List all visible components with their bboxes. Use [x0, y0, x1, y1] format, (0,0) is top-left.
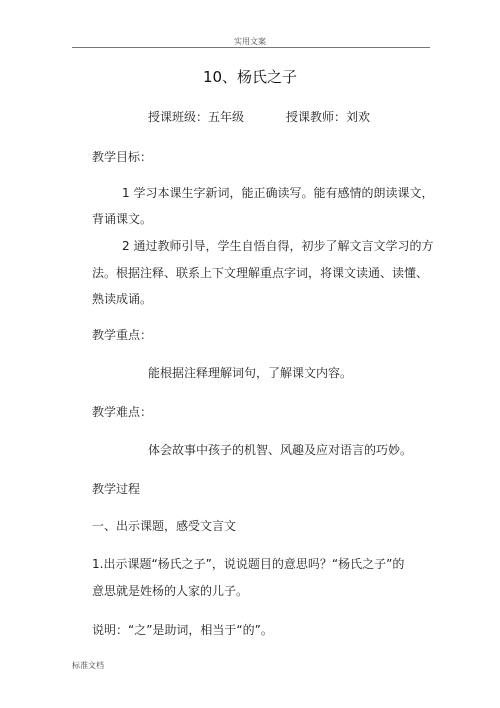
- process-paragraph-1-line-1: 1.出示课题“杨氏之子”，说说题目的意思吗？“杨氏之子”的: [92, 557, 405, 571]
- difficulties-heading: 教学难点：: [92, 405, 153, 419]
- key-points-text: 能根据注释理解词句，了解课文内容。: [148, 366, 353, 380]
- process-heading: 教学过程: [92, 482, 141, 496]
- goal-1-line-2: 背诵课文。: [92, 212, 153, 226]
- page-header: 实用文案: [234, 37, 266, 46]
- goal-2-line-3: 熟读成诵。: [92, 292, 153, 306]
- goal-2-line-2: 法。根据注释、联系上下文理解重点字词，将课文读通、读懂、: [92, 266, 429, 280]
- process-note: 说明：“之”是助词，相当于“的”。: [92, 623, 273, 637]
- header-rule: [72, 47, 430, 48]
- goal-2-line-1: 2 通过教师引导，学生自悟自得，初步了解文言文学习的方: [122, 239, 434, 253]
- difficulties-text: 体会故事中孩子的机智、风趣及应对语言的巧妙。: [148, 443, 413, 457]
- goal-1-line-1: 1 学习本课生字新词，能正确读写。能有感情的朗读课文，: [122, 186, 434, 200]
- goals-heading: 教学目标：: [92, 150, 153, 164]
- key-points-heading: 教学重点：: [92, 328, 153, 342]
- document-title: 10、杨氏之子: [202, 68, 298, 86]
- section-1-heading: 一、出示课题，感受文言文: [92, 519, 237, 533]
- process-paragraph-1-line-2: 意思就是姓杨的人家的儿子。: [92, 584, 249, 598]
- teacher-info: 授课教师：刘欢: [286, 110, 371, 124]
- class-info: 授课班级：五年级: [148, 110, 245, 124]
- page-footer: 标准文档: [72, 661, 104, 670]
